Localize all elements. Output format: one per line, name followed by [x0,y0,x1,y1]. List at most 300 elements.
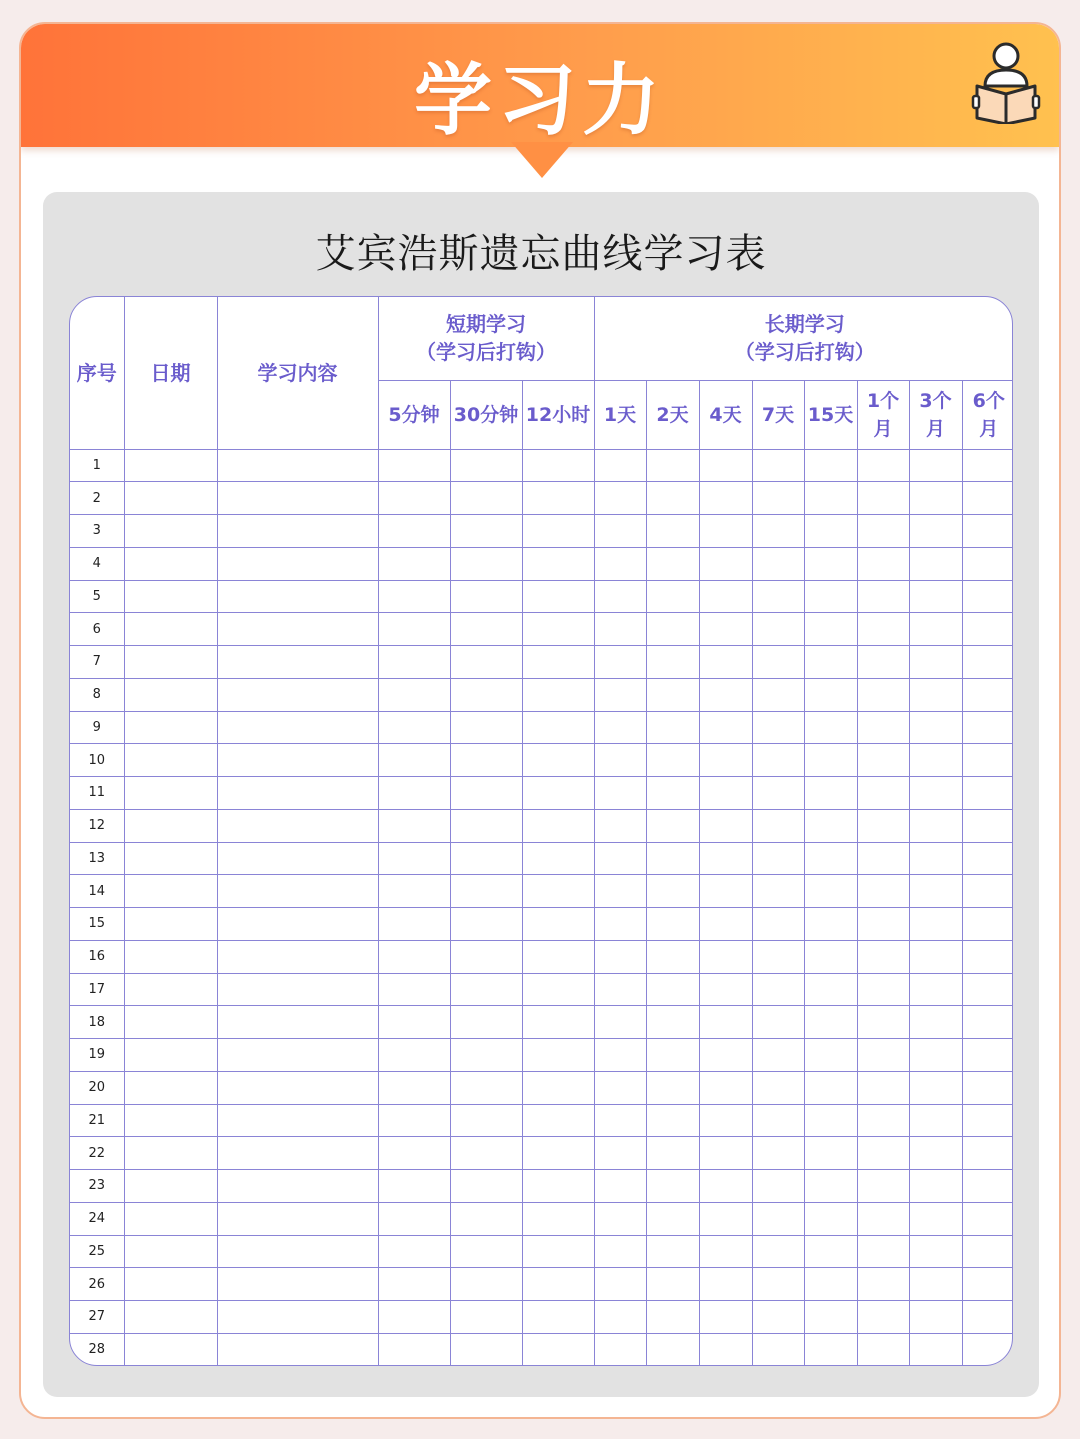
date-cell[interactable] [124,515,217,548]
checkbox-cell[interactable] [962,449,1013,482]
checkbox-cell[interactable] [646,482,699,515]
checkbox-cell[interactable] [594,1071,646,1104]
checkbox-cell[interactable] [857,515,909,548]
checkbox-cell[interactable] [594,1301,646,1334]
checkbox-cell[interactable] [804,1071,857,1104]
checkbox-cell[interactable] [752,613,804,646]
checkbox-cell[interactable] [522,711,594,744]
checkbox-cell[interactable] [752,1202,804,1235]
checkbox-cell[interactable] [450,1170,522,1203]
checkbox-cell[interactable] [752,646,804,679]
checkbox-cell[interactable] [522,1170,594,1203]
checkbox-cell[interactable] [962,1235,1013,1268]
checkbox-cell[interactable] [962,1170,1013,1203]
checkbox-cell[interactable] [752,809,804,842]
content-cell[interactable] [217,1006,378,1039]
checkbox-cell[interactable] [804,1039,857,1072]
checkbox-cell[interactable] [857,1104,909,1137]
date-cell[interactable] [124,875,217,908]
checkbox-cell[interactable] [646,1333,699,1366]
checkbox-cell[interactable] [962,744,1013,777]
checkbox-cell[interactable] [804,1137,857,1170]
checkbox-cell[interactable] [378,1333,450,1366]
checkbox-cell[interactable] [857,646,909,679]
checkbox-cell[interactable] [857,940,909,973]
checkbox-cell[interactable] [594,646,646,679]
checkbox-cell[interactable] [378,515,450,548]
checkbox-cell[interactable] [594,515,646,548]
checkbox-cell[interactable] [646,515,699,548]
checkbox-cell[interactable] [646,1039,699,1072]
checkbox-cell[interactable] [594,1235,646,1268]
checkbox-cell[interactable] [909,1039,962,1072]
checkbox-cell[interactable] [752,1333,804,1366]
checkbox-cell[interactable] [594,744,646,777]
content-cell[interactable] [217,1071,378,1104]
content-cell[interactable] [217,1137,378,1170]
checkbox-cell[interactable] [699,1235,752,1268]
checkbox-cell[interactable] [804,842,857,875]
date-cell[interactable] [124,1104,217,1137]
checkbox-cell[interactable] [804,1104,857,1137]
checkbox-cell[interactable] [646,1104,699,1137]
checkbox-cell[interactable] [909,1268,962,1301]
content-cell[interactable] [217,515,378,548]
checkbox-cell[interactable] [909,940,962,973]
checkbox-cell[interactable] [804,1268,857,1301]
checkbox-cell[interactable] [962,875,1013,908]
checkbox-cell[interactable] [378,1235,450,1268]
checkbox-cell[interactable] [857,711,909,744]
checkbox-cell[interactable] [594,842,646,875]
checkbox-cell[interactable] [594,777,646,810]
checkbox-cell[interactable] [857,842,909,875]
checkbox-cell[interactable] [699,973,752,1006]
checkbox-cell[interactable] [699,1268,752,1301]
checkbox-cell[interactable] [699,940,752,973]
checkbox-cell[interactable] [857,1301,909,1334]
checkbox-cell[interactable] [594,973,646,1006]
checkbox-cell[interactable] [522,580,594,613]
date-cell[interactable] [124,1202,217,1235]
checkbox-cell[interactable] [752,580,804,613]
checkbox-cell[interactable] [450,1104,522,1137]
checkbox-cell[interactable] [804,449,857,482]
checkbox-cell[interactable] [804,515,857,548]
checkbox-cell[interactable] [378,613,450,646]
checkbox-cell[interactable] [594,875,646,908]
checkbox-cell[interactable] [522,744,594,777]
checkbox-cell[interactable] [378,711,450,744]
checkbox-cell[interactable] [909,875,962,908]
checkbox-cell[interactable] [909,1137,962,1170]
checkbox-cell[interactable] [699,515,752,548]
checkbox-cell[interactable] [378,1039,450,1072]
checkbox-cell[interactable] [450,744,522,777]
checkbox-cell[interactable] [378,1071,450,1104]
checkbox-cell[interactable] [752,1006,804,1039]
checkbox-cell[interactable] [646,1006,699,1039]
checkbox-cell[interactable] [450,777,522,810]
checkbox-cell[interactable] [962,777,1013,810]
checkbox-cell[interactable] [857,1071,909,1104]
checkbox-cell[interactable] [699,580,752,613]
checkbox-cell[interactable] [646,908,699,941]
checkbox-cell[interactable] [804,613,857,646]
checkbox-cell[interactable] [752,1235,804,1268]
checkbox-cell[interactable] [962,482,1013,515]
checkbox-cell[interactable] [804,875,857,908]
checkbox-cell[interactable] [699,613,752,646]
checkbox-cell[interactable] [522,1071,594,1104]
checkbox-cell[interactable] [752,1170,804,1203]
checkbox-cell[interactable] [699,908,752,941]
checkbox-cell[interactable] [752,1071,804,1104]
content-cell[interactable] [217,1202,378,1235]
checkbox-cell[interactable] [594,613,646,646]
checkbox-cell[interactable] [522,1104,594,1137]
checkbox-cell[interactable] [450,646,522,679]
checkbox-cell[interactable] [646,711,699,744]
content-cell[interactable] [217,482,378,515]
content-cell[interactable] [217,1104,378,1137]
checkbox-cell[interactable] [909,744,962,777]
checkbox-cell[interactable] [594,809,646,842]
content-cell[interactable] [217,547,378,580]
checkbox-cell[interactable] [450,515,522,548]
checkbox-cell[interactable] [378,482,450,515]
checkbox-cell[interactable] [594,1268,646,1301]
checkbox-cell[interactable] [646,1202,699,1235]
checkbox-cell[interactable] [752,842,804,875]
checkbox-cell[interactable] [962,940,1013,973]
checkbox-cell[interactable] [378,973,450,1006]
checkbox-cell[interactable] [522,1202,594,1235]
checkbox-cell[interactable] [804,1006,857,1039]
checkbox-cell[interactable] [699,646,752,679]
checkbox-cell[interactable] [646,875,699,908]
checkbox-cell[interactable] [378,646,450,679]
checkbox-cell[interactable] [699,678,752,711]
checkbox-cell[interactable] [752,777,804,810]
content-cell[interactable] [217,580,378,613]
checkbox-cell[interactable] [522,547,594,580]
checkbox-cell[interactable] [522,1235,594,1268]
checkbox-cell[interactable] [752,1104,804,1137]
checkbox-cell[interactable] [962,842,1013,875]
content-cell[interactable] [217,1039,378,1072]
checkbox-cell[interactable] [522,908,594,941]
checkbox-cell[interactable] [646,547,699,580]
content-cell[interactable] [217,613,378,646]
checkbox-cell[interactable] [804,908,857,941]
checkbox-cell[interactable] [857,678,909,711]
checkbox-cell[interactable] [594,1137,646,1170]
checkbox-cell[interactable] [522,678,594,711]
checkbox-cell[interactable] [804,580,857,613]
checkbox-cell[interactable] [962,678,1013,711]
content-cell[interactable] [217,973,378,1006]
checkbox-cell[interactable] [804,1301,857,1334]
content-cell[interactable] [217,777,378,810]
checkbox-cell[interactable] [962,515,1013,548]
checkbox-cell[interactable] [646,449,699,482]
checkbox-cell[interactable] [594,482,646,515]
checkbox-cell[interactable] [522,875,594,908]
checkbox-cell[interactable] [962,1137,1013,1170]
content-cell[interactable] [217,1235,378,1268]
checkbox-cell[interactable] [962,908,1013,941]
checkbox-cell[interactable] [804,940,857,973]
checkbox-cell[interactable] [594,1202,646,1235]
checkbox-cell[interactable] [962,580,1013,613]
checkbox-cell[interactable] [909,1170,962,1203]
checkbox-cell[interactable] [909,580,962,613]
checkbox-cell[interactable] [699,777,752,810]
checkbox-cell[interactable] [450,1268,522,1301]
checkbox-cell[interactable] [450,1071,522,1104]
checkbox-cell[interactable] [646,1301,699,1334]
checkbox-cell[interactable] [450,809,522,842]
checkbox-cell[interactable] [857,809,909,842]
checkbox-cell[interactable] [909,1235,962,1268]
checkbox-cell[interactable] [752,678,804,711]
checkbox-cell[interactable] [594,1039,646,1072]
checkbox-cell[interactable] [909,449,962,482]
date-cell[interactable] [124,1235,217,1268]
date-cell[interactable] [124,940,217,973]
checkbox-cell[interactable] [522,842,594,875]
checkbox-cell[interactable] [962,1268,1013,1301]
checkbox-cell[interactable] [752,449,804,482]
date-cell[interactable] [124,449,217,482]
checkbox-cell[interactable] [646,842,699,875]
checkbox-cell[interactable] [857,613,909,646]
checkbox-cell[interactable] [804,973,857,1006]
checkbox-cell[interactable] [909,613,962,646]
checkbox-cell[interactable] [378,678,450,711]
checkbox-cell[interactable] [699,482,752,515]
date-cell[interactable] [124,973,217,1006]
checkbox-cell[interactable] [752,940,804,973]
checkbox-cell[interactable] [646,744,699,777]
checkbox-cell[interactable] [857,973,909,1006]
checkbox-cell[interactable] [962,1006,1013,1039]
checkbox-cell[interactable] [804,711,857,744]
checkbox-cell[interactable] [752,482,804,515]
checkbox-cell[interactable] [522,809,594,842]
checkbox-cell[interactable] [594,1104,646,1137]
checkbox-cell[interactable] [378,777,450,810]
checkbox-cell[interactable] [450,547,522,580]
checkbox-cell[interactable] [857,1235,909,1268]
checkbox-cell[interactable] [804,1170,857,1203]
checkbox-cell[interactable] [646,777,699,810]
checkbox-cell[interactable] [646,1268,699,1301]
checkbox-cell[interactable] [378,809,450,842]
checkbox-cell[interactable] [450,678,522,711]
checkbox-cell[interactable] [522,1039,594,1072]
checkbox-cell[interactable] [752,973,804,1006]
checkbox-cell[interactable] [962,646,1013,679]
checkbox-cell[interactable] [909,777,962,810]
checkbox-cell[interactable] [522,777,594,810]
checkbox-cell[interactable] [378,744,450,777]
date-cell[interactable] [124,613,217,646]
checkbox-cell[interactable] [378,940,450,973]
checkbox-cell[interactable] [909,1104,962,1137]
checkbox-cell[interactable] [594,449,646,482]
checkbox-cell[interactable] [522,1333,594,1366]
checkbox-cell[interactable] [752,711,804,744]
checkbox-cell[interactable] [522,1006,594,1039]
checkbox-cell[interactable] [699,875,752,908]
checkbox-cell[interactable] [378,1104,450,1137]
checkbox-cell[interactable] [909,678,962,711]
checkbox-cell[interactable] [699,744,752,777]
checkbox-cell[interactable] [804,547,857,580]
checkbox-cell[interactable] [699,1104,752,1137]
checkbox-cell[interactable] [646,973,699,1006]
checkbox-cell[interactable] [909,1301,962,1334]
checkbox-cell[interactable] [450,875,522,908]
checkbox-cell[interactable] [909,1006,962,1039]
checkbox-cell[interactable] [594,1006,646,1039]
checkbox-cell[interactable] [594,1333,646,1366]
checkbox-cell[interactable] [909,1202,962,1235]
checkbox-cell[interactable] [450,1333,522,1366]
checkbox-cell[interactable] [699,1333,752,1366]
checkbox-cell[interactable] [450,482,522,515]
checkbox-cell[interactable] [594,711,646,744]
date-cell[interactable] [124,1301,217,1334]
checkbox-cell[interactable] [909,646,962,679]
checkbox-cell[interactable] [450,613,522,646]
checkbox-cell[interactable] [752,744,804,777]
checkbox-cell[interactable] [450,1006,522,1039]
checkbox-cell[interactable] [378,1006,450,1039]
date-cell[interactable] [124,1137,217,1170]
date-cell[interactable] [124,1333,217,1366]
checkbox-cell[interactable] [450,580,522,613]
checkbox-cell[interactable] [804,744,857,777]
date-cell[interactable] [124,547,217,580]
checkbox-cell[interactable] [594,1170,646,1203]
checkbox-cell[interactable] [909,711,962,744]
checkbox-cell[interactable] [752,875,804,908]
checkbox-cell[interactable] [857,1039,909,1072]
checkbox-cell[interactable] [962,1202,1013,1235]
content-cell[interactable] [217,449,378,482]
checkbox-cell[interactable] [594,678,646,711]
checkbox-cell[interactable] [378,1202,450,1235]
checkbox-cell[interactable] [804,482,857,515]
checkbox-cell[interactable] [646,1137,699,1170]
checkbox-cell[interactable] [857,908,909,941]
checkbox-cell[interactable] [752,908,804,941]
checkbox-cell[interactable] [450,1039,522,1072]
checkbox-cell[interactable] [752,515,804,548]
checkbox-cell[interactable] [857,875,909,908]
checkbox-cell[interactable] [752,1268,804,1301]
content-cell[interactable] [217,1333,378,1366]
checkbox-cell[interactable] [909,482,962,515]
checkbox-cell[interactable] [450,711,522,744]
checkbox-cell[interactable] [857,580,909,613]
checkbox-cell[interactable] [699,809,752,842]
checkbox-cell[interactable] [522,646,594,679]
checkbox-cell[interactable] [699,547,752,580]
checkbox-cell[interactable] [857,547,909,580]
date-cell[interactable] [124,744,217,777]
checkbox-cell[interactable] [699,1137,752,1170]
checkbox-cell[interactable] [522,1268,594,1301]
checkbox-cell[interactable] [450,1202,522,1235]
date-cell[interactable] [124,1170,217,1203]
checkbox-cell[interactable] [962,973,1013,1006]
checkbox-cell[interactable] [909,973,962,1006]
checkbox-cell[interactable] [857,449,909,482]
checkbox-cell[interactable] [962,1333,1013,1366]
checkbox-cell[interactable] [857,1006,909,1039]
content-cell[interactable] [217,842,378,875]
date-cell[interactable] [124,678,217,711]
checkbox-cell[interactable] [699,711,752,744]
checkbox-cell[interactable] [962,711,1013,744]
checkbox-cell[interactable] [646,1235,699,1268]
checkbox-cell[interactable] [699,449,752,482]
checkbox-cell[interactable] [522,1137,594,1170]
date-cell[interactable] [124,1071,217,1104]
checkbox-cell[interactable] [646,809,699,842]
content-cell[interactable] [217,1268,378,1301]
checkbox-cell[interactable] [909,1333,962,1366]
checkbox-cell[interactable] [522,1301,594,1334]
checkbox-cell[interactable] [962,1039,1013,1072]
date-cell[interactable] [124,908,217,941]
checkbox-cell[interactable] [646,940,699,973]
checkbox-cell[interactable] [857,1137,909,1170]
checkbox-cell[interactable] [857,1333,909,1366]
checkbox-cell[interactable] [962,1104,1013,1137]
checkbox-cell[interactable] [857,482,909,515]
content-cell[interactable] [217,875,378,908]
checkbox-cell[interactable] [752,1137,804,1170]
checkbox-cell[interactable] [450,973,522,1006]
checkbox-cell[interactable] [909,1071,962,1104]
date-cell[interactable] [124,777,217,810]
checkbox-cell[interactable] [804,646,857,679]
date-cell[interactable] [124,482,217,515]
checkbox-cell[interactable] [699,1006,752,1039]
date-cell[interactable] [124,809,217,842]
checkbox-cell[interactable] [450,908,522,941]
checkbox-cell[interactable] [646,1170,699,1203]
content-cell[interactable] [217,809,378,842]
checkbox-cell[interactable] [646,678,699,711]
checkbox-cell[interactable] [450,1301,522,1334]
checkbox-cell[interactable] [450,1137,522,1170]
checkbox-cell[interactable] [857,744,909,777]
checkbox-cell[interactable] [378,449,450,482]
checkbox-cell[interactable] [522,449,594,482]
checkbox-cell[interactable] [646,1071,699,1104]
checkbox-cell[interactable] [699,1039,752,1072]
checkbox-cell[interactable] [594,940,646,973]
checkbox-cell[interactable] [522,482,594,515]
checkbox-cell[interactable] [752,1301,804,1334]
checkbox-cell[interactable] [378,842,450,875]
